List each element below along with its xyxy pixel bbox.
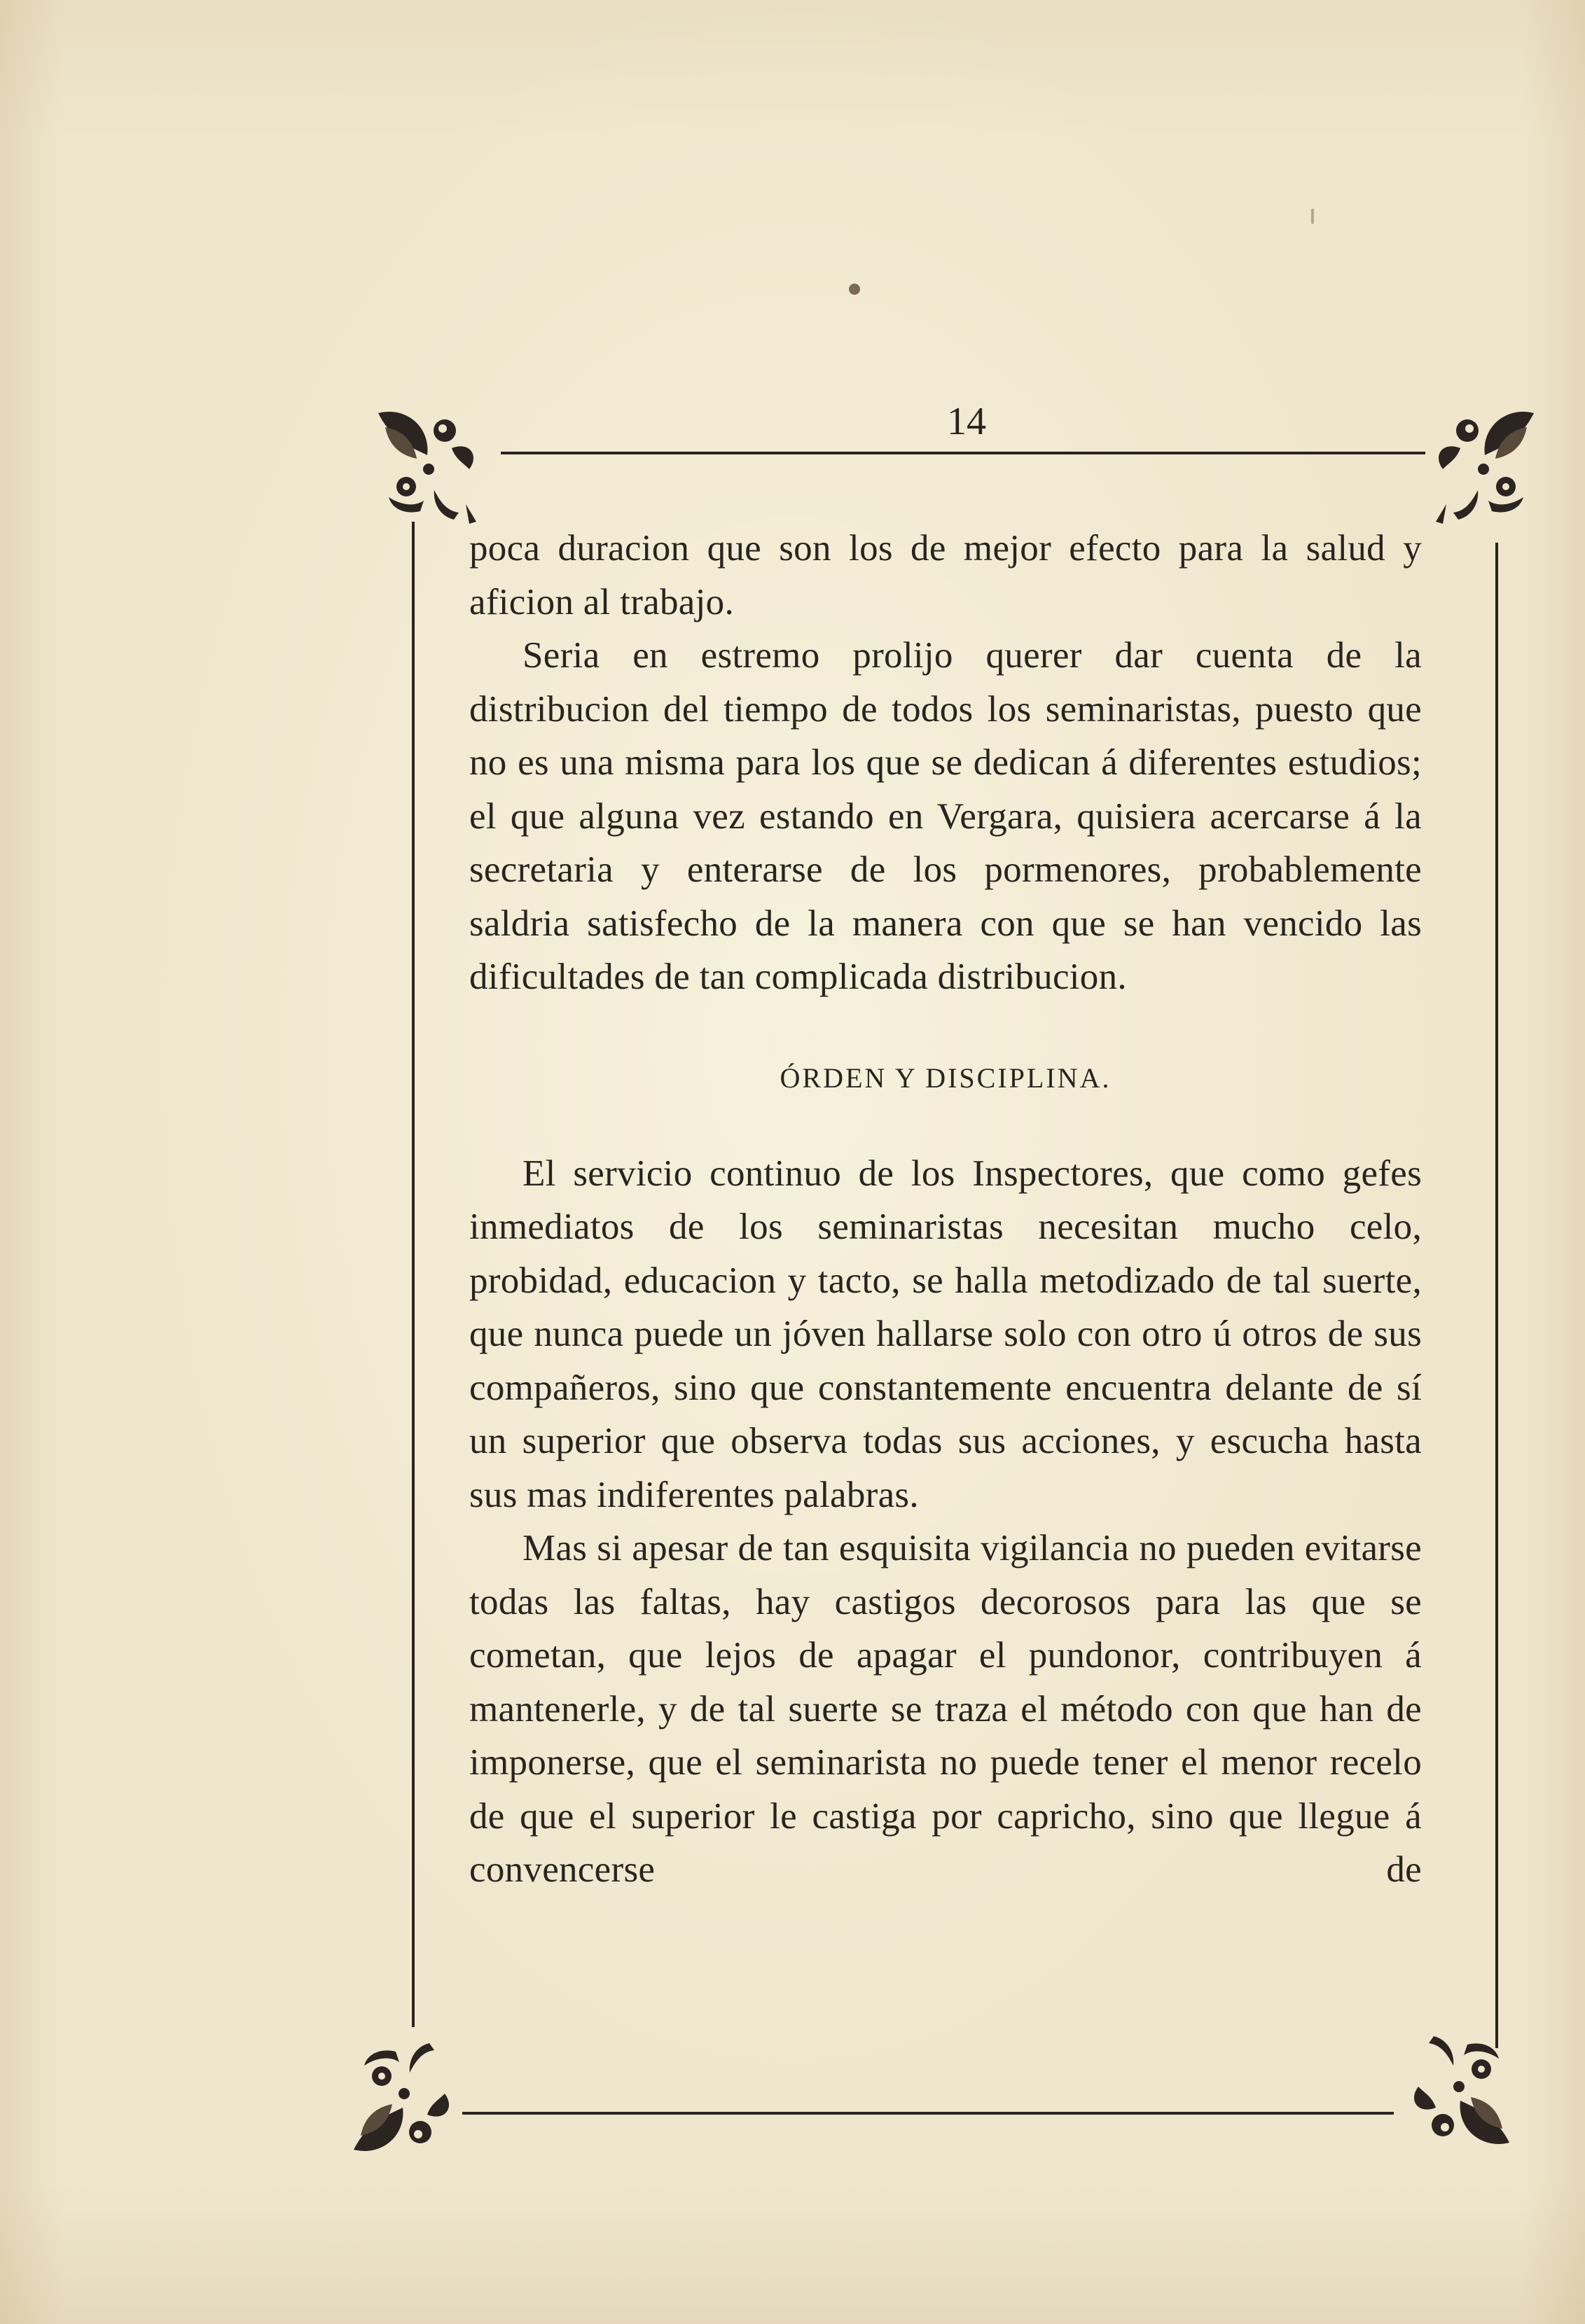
paragraph-continued: poca duracion que son los de mejor efecto para la salud y aficion al trabajo.	[469, 528, 1422, 622]
top-right-ornament-icon	[1415, 399, 1548, 532]
frame-top-rule	[501, 452, 1425, 454]
frame-bottom-rule	[462, 2112, 1394, 2115]
paragraph: El servicio continuo de los Inspectores, que como gefes inmediatos de los seminaristas necesitan mucho celo, probidad, educacion y tacto, se halla metodizado de tal suerte, que nunca puede un jóven hallarse solo con otro ú otros de sus compañeros, sino que constantemente encuentra delante de sí un superior que observa todas sus acciones, y escucha hasta sus mas indiferentes palabras.	[469, 1153, 1422, 1515]
frame-left-rule	[412, 522, 415, 2027]
page-body	[469, 522, 1422, 1897]
page-number: 14	[947, 400, 986, 443]
paper-speck	[1311, 209, 1314, 224]
frame-right-rule	[1495, 543, 1498, 2048]
section-heading: ÓRDEN Y DISCIPLINA.	[780, 1062, 1112, 1094]
paragraph: Mas si apesar de tan esquisita vigilancia no pueden evitarse todas las faltas, hay castigos decorosos para las que se cometan, que lejos de apagar el pundonor, contribuyen á mantenerle, y de tal suerte se traza el método con que han de imponerse, que el seminarista no puede tener el menor recelo de que el superior le castiga por capricho, sino que llegue á convencerse de	[469, 1528, 1422, 1890]
paragraph: Seria en estremo prolijo querer dar cuenta de la distribucion del tiempo de todos los seminaristas, puesto que no es una misma para los que se dedican á diferentes estudios; el que alguna vez estando en Vergara, quisiera acercarse á la secretaria y enterarse de los pormenores, probablemente saldria satisfecho de la manera con que se han vencido las dificultades de tan complicada distribucion.	[469, 635, 1422, 997]
bottom-left-ornament-icon	[340, 2031, 473, 2164]
bottom-right-ornament-icon	[1390, 2024, 1523, 2157]
paper-speck	[849, 284, 860, 295]
top-left-ornament-icon	[364, 399, 497, 532]
